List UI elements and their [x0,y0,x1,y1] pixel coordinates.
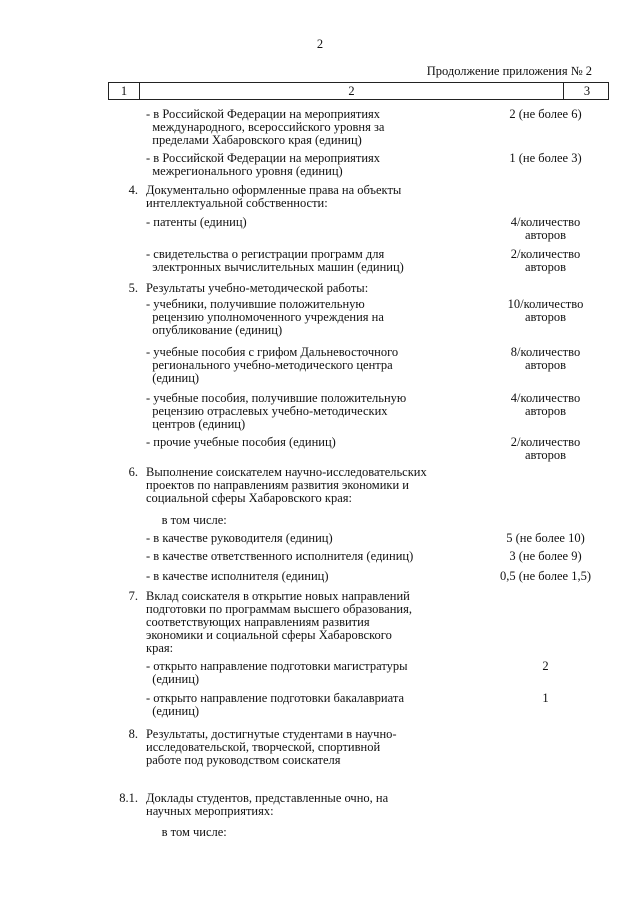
row-text: - учебные пособия с грифом Дальневосточного регионального учебно-методического центра (единиц) [146,345,399,385]
row-value: 4/количество авторов [510,391,581,418]
page-number: 2 [316,37,324,51]
row-value: 3 (не более 9) [509,549,582,563]
row-value: 5 (не более 10) [506,531,585,545]
row-text: - учебники, получившие положительную рецензию уполномоченного учреждения на опубликование (единиц) [146,297,384,337]
row-text: - в качестве руководителя (единиц) [146,531,333,545]
row-number: 8. [128,727,138,741]
row-text: в том числе: [146,513,227,527]
row-text: Доклады студентов, представленные очно, на научных мероприятиях: [146,791,389,818]
header-col-1: 1 [120,84,128,98]
row-text: - в качестве ответственного исполнителя (единиц) [146,549,414,563]
header-col-2: 2 [139,83,564,99]
row-text: Результаты учебно-методической работы: [146,281,369,295]
table-header [108,82,609,100]
row-value: 0,5 (не более 1,5) [500,569,591,583]
row-value: 1 [542,691,549,705]
row-text: - в Российской Федерации на мероприятиях межрегионального уровня (единиц) [146,151,381,178]
row-number: 4. [128,183,138,197]
row-text: - патенты (единиц) [146,215,247,229]
row-value: 2/количество авторов [510,435,581,462]
row-text: - свидетельства о регистрации программ для электронных вычислительных машин (единиц) [146,247,404,274]
row-value: 2 (не более 6) [509,107,582,121]
row-value: 1 (не более 3) [509,151,582,165]
row-text: - прочие учебные пособия (единиц) [146,435,336,449]
row-value: 2/количество авторов [510,247,581,274]
row-text: в том числе: [146,825,227,839]
row-number: 8.1. [119,791,138,805]
header-col-3: 3 [583,84,591,98]
row-text: Документально оформленные права на объекты интеллектуальной собственности: [146,183,402,210]
row-value: 10/количество авторов [507,297,584,324]
row-value: 4/количество авторов [510,215,581,242]
row-text: - открыто направление подготовки бакалавриата (единиц) [146,691,405,718]
row-text: Результаты, достигнутые студентами в научно- исследовательской, творческой, спортивной работе под руководством соискателя [146,727,397,767]
row-text: - в качестве исполнителя (единиц) [146,569,329,583]
row-text: - учебные пособия, получившие положительную рецензию отраслевых учебно-методических центров (единиц) [146,391,407,431]
row-text: Выполнение соискателем научно-исследовательских проектов по направлениям развития экономики и социальной сферы Хабаровского края: [146,465,427,505]
row-text: - открыто направление подготовки магистратуры (единиц) [146,659,408,686]
row-text: - в Российской Федерации на мероприятиях международного, всероссийского уровня за пределами Хабаровского края (единиц) [146,107,385,147]
row-text: Вклад соискателя в открытие новых направлений подготовки по программам высшего образования, соответствующих направлениям развития экономики и социальной сферы Хабаровского края: [146,589,412,655]
appendix-note: Продолжение приложения № 2 [426,64,592,78]
row-value: 8/количество авторов [510,345,581,372]
row-number: 5. [128,281,138,295]
row-number: 7. [128,589,138,603]
row-number: 6. [128,465,138,479]
row-value: 2 [542,659,549,673]
